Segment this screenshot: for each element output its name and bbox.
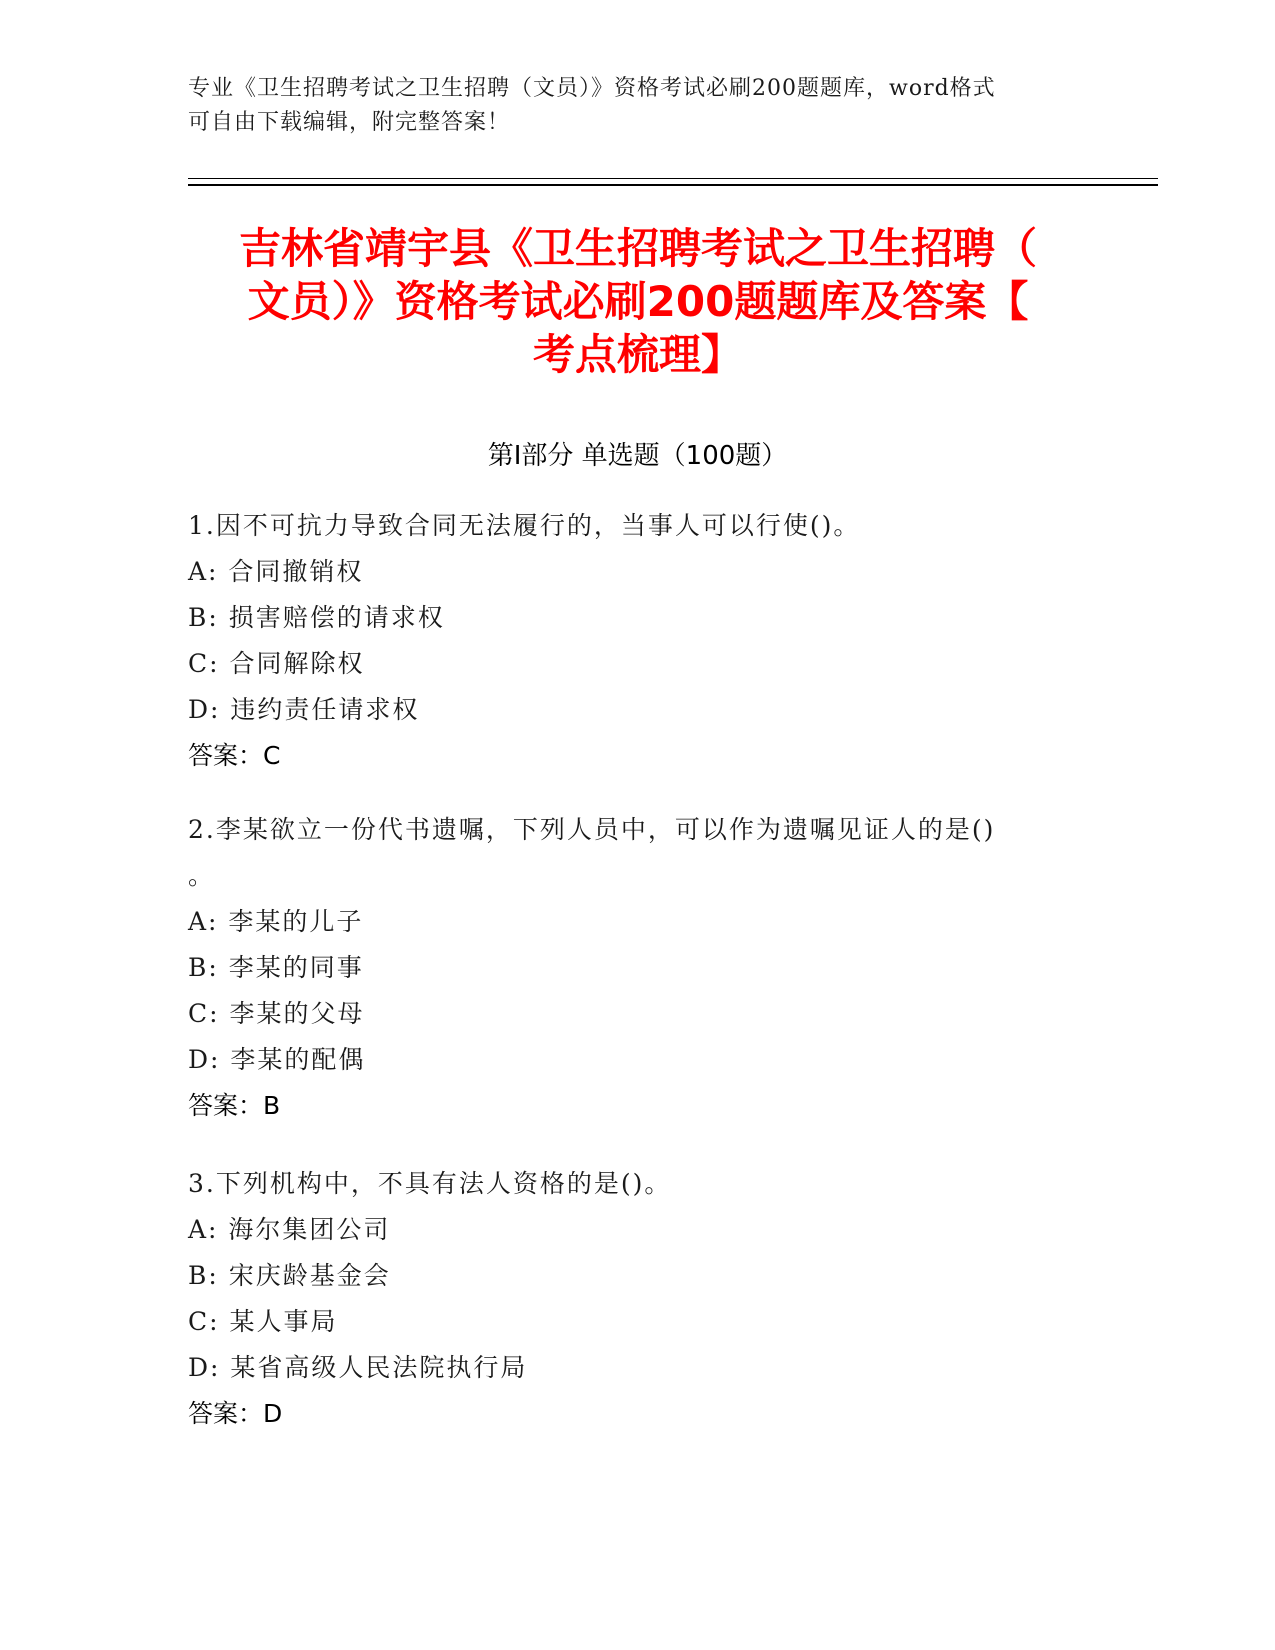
question-stem-line-2: 。	[188, 861, 216, 890]
question-3	[188, 1161, 1068, 1437]
title-line-2: 文员）》资格考试必刷200题题库及答案【	[247, 277, 1029, 326]
option-b: B: 李某的同事	[188, 953, 364, 982]
option-a: A: 海尔集团公司	[188, 1215, 391, 1244]
answer: 答案：B	[188, 1091, 281, 1120]
question-1	[188, 503, 1068, 779]
question-stem: 1.因不可抗力导致合同无法履行的，当事人可以行使()。	[188, 511, 861, 540]
header-divider-thick	[188, 184, 1158, 186]
header-note	[188, 72, 1068, 140]
option-c: C: 某人事局	[188, 1307, 338, 1336]
option-c: C: 李某的父母	[188, 999, 365, 1028]
header-line-2: 可自由下载编辑，附完整答案！	[188, 110, 511, 135]
option-c: C: 合同解除权	[188, 649, 365, 678]
option-b: B: 损害赔偿的请求权	[188, 603, 445, 632]
option-b: B: 宋庆龄基金会	[188, 1261, 391, 1290]
option-d: D: 违约责任请求权	[188, 695, 420, 724]
option-a: A: 合同撤销权	[188, 557, 364, 586]
question-stem-line-1: 2.李某欲立一份代书遗嘱，下列人员中，可以作为遗嘱见证人的是()	[188, 815, 996, 844]
question-stem: 3.下列机构中，不具有法人资格的是()。	[188, 1169, 672, 1198]
option-d: D: 李某的配偶	[188, 1045, 366, 1074]
option-a: A: 李某的儿子	[188, 907, 364, 936]
title-line-1: 吉林省靖宇县《卫生招聘考试之卫生招聘（	[238, 224, 1037, 273]
option-d: D: 某省高级人民法院执行局	[188, 1353, 528, 1382]
header-divider-thin	[188, 178, 1158, 179]
question-2	[188, 807, 1068, 1129]
answer: 答案：C	[188, 741, 281, 770]
section-heading: 第Ⅰ部分 单选题（100题）	[487, 441, 788, 471]
header-line-1: 专业《卫生招聘考试之卫生招聘（文员）》资格考试必刷200题题库，word格式	[188, 76, 996, 101]
document-title	[188, 222, 1088, 381]
answer: 答案：D	[188, 1399, 283, 1428]
title-line-3: 考点梳理】	[532, 330, 743, 379]
